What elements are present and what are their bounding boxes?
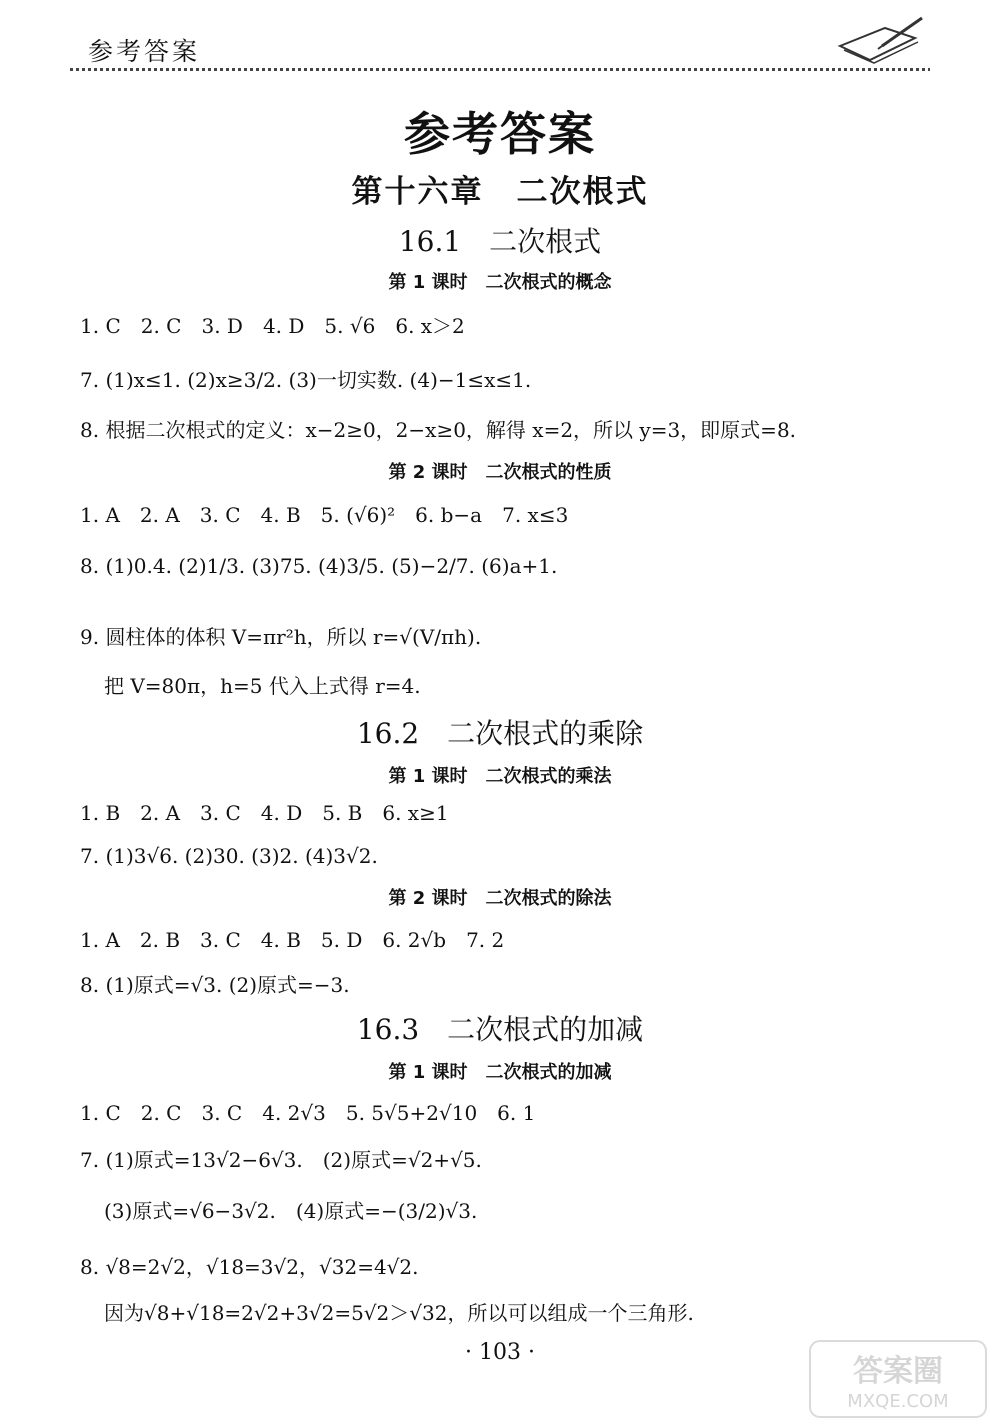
lesson-title: 第 1 课时 二次根式的概念 — [388, 272, 612, 293]
section-title: 16.3 二次根式的加减 — [356, 1013, 644, 1046]
page-number: · 103 · — [465, 1340, 535, 1365]
answer-line: 7. (1)3√6. (2)30. (3)2. (4)3√2. — [80, 844, 378, 868]
answer-line: 8. (1)原式=√3. (2)原式=−3. — [80, 973, 350, 997]
answer-line: 7. (1)x≤1. (2)x≥3/2. (3)一切实数. (4)−1≤x≤1. — [80, 368, 532, 392]
answer-line: 把 V=80π，h=5 代入上式得 r=4. — [104, 674, 421, 698]
answer-line: 1. A 2. A 3. C 4. B 5. (√6)² 6. b−a 7. x≤3 — [80, 503, 569, 527]
page-header — [70, 30, 930, 78]
answer-line: 因为√8+√18=2√2+3√2=5√2＞√32，所以可以组成一个三角形. — [104, 1301, 694, 1325]
watermark-text: 答案圈 — [853, 1354, 943, 1389]
notebook-pen-icon — [830, 16, 930, 66]
lesson-title: 第 2 课时 二次根式的性质 — [388, 462, 612, 483]
answer-line: (3)原式=√6−3√2. (4)原式=−(3/2)√3. — [104, 1199, 478, 1223]
watermark-logo — [808, 1339, 988, 1419]
section-title: 16.2 二次根式的乘除 — [356, 717, 644, 750]
lesson-title: 第 1 课时 二次根式的乘法 — [388, 766, 612, 787]
answer-line: 1. A 2. B 3. C 4. B 5. D 6. 2√b 7. 2 — [80, 928, 505, 952]
answer-line: 8. 根据二次根式的定义：x−2≥0，2−x≥0，解得 x=2，所以 y=3，即原式=8. — [80, 418, 797, 442]
answer-line: 8. (1)0.4. (2)1/3. (3)75. (4)3/5. (5)−2/7. (6)a+1. — [80, 554, 558, 578]
answer-line: 1. C 2. C 3. D 4. D 5. √6 6. x＞2 — [80, 314, 465, 338]
lesson-title: 第 2 课时 二次根式的除法 — [388, 888, 612, 909]
answer-line: 9. 圆柱体的体积 V=πr²h，所以 r=√(V/πh). — [80, 625, 482, 649]
answer-line: 8. √8=2√2，√18=3√2，√32=4√2. — [80, 1255, 419, 1279]
page-title: 参考答案 — [404, 107, 596, 161]
section-title: 16.1 二次根式 — [398, 225, 602, 258]
answer-line: 7. (1)原式=13√2−6√3. (2)原式=√2+√5. — [80, 1148, 482, 1172]
header-label: 参考答案 — [88, 37, 201, 66]
lesson-title: 第 1 课时 二次根式的加减 — [388, 1062, 612, 1083]
header-rule — [70, 68, 930, 71]
answer-line: 1. B 2. A 3. C 4. D 5. B 6. x≥1 — [80, 801, 449, 825]
watermark-site: MXQE.COM — [847, 1391, 949, 1412]
chapter-title: 第十六章 二次根式 — [351, 174, 649, 210]
answer-line: 1. C 2. C 3. C 4. 2√3 5. 5√5+2√10 6. 1 — [80, 1101, 536, 1125]
